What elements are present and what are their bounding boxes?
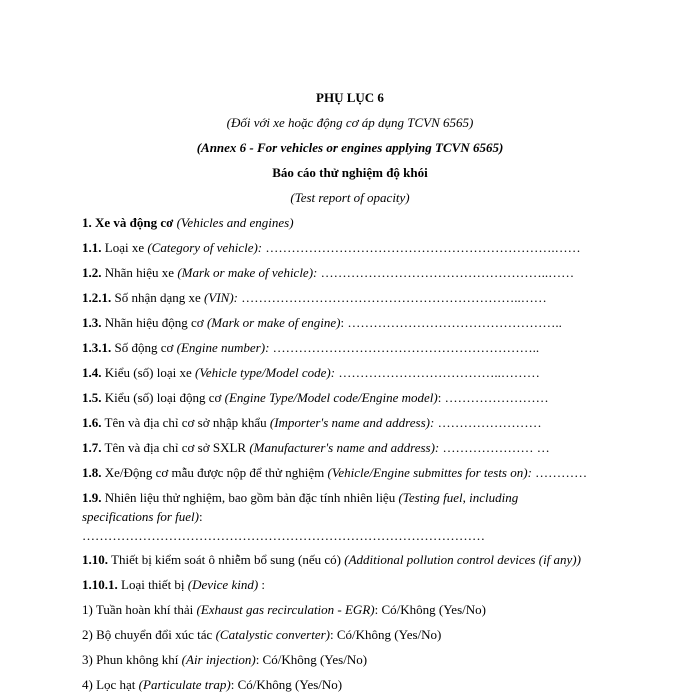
field-importer [82,415,542,431]
fill-in-blank[interactable]: ………………………………..……… [338,365,540,380]
item-text: Nhiên liệu thử nghiệm, bao gồm bản đặc tính nhiên liệu [104,490,396,505]
device-egr [82,602,486,618]
field-submitted-vehicle [82,465,587,481]
device-en: (Catalystic converter) [215,627,331,642]
device-air-injection [82,652,367,668]
item-text: Loại thiết bị [121,577,185,592]
annex-title: PHỤ LỤC 6 [316,90,384,105]
item-en: (Engine number): [176,340,270,355]
item-number: 1.3.1. [82,340,112,355]
item-text: Kiểu (số) loại xe [104,365,192,380]
item-number: 1.8. [82,465,102,480]
item-en: (Testing fuel, including [398,490,519,505]
item-en: (Manufacturer's name and address): [249,440,440,455]
item-text: Số nhận dạng xe [114,290,201,305]
fill-in-blank[interactable]: …………………………………………………….. [272,340,540,355]
device-label: 1) Tuần hoàn khí thải [82,602,194,617]
fill-in-blank[interactable]: …………………… [437,415,542,430]
fill-in-blank[interactable]: : …………………… [437,390,549,405]
yes-no-option[interactable]: : Có/Không (Yes/No) [255,652,368,667]
device-label: 2) Bộ chuyển đổi xúc tác [82,627,213,642]
item-en: (Additional pollution control devices (if any)) [344,552,581,567]
field-testing-fuel-cont: specifications for fuel): [82,509,203,524]
item-text: Xe và động cơ [95,215,174,230]
device-en: (Particulate trap) [138,677,231,692]
fill-in-blank[interactable]: ………………………………………………………………………………… [82,528,485,543]
device-label: 3) Phun không khí [82,652,179,667]
device-label: 4) Lọc hạt [82,677,136,692]
fill-in-blank[interactable]: : ………………………………………….. [340,315,562,330]
item-text: Số động cơ [114,340,174,355]
field-category-of-vehicle [82,240,581,256]
fill-in-blank[interactable]: ……………………………………………..…… [320,265,575,280]
item-text: Kiểu (số) loại động cơ [104,390,222,405]
item-text: Tên và địa chỉ cơ sở SXLR [104,440,247,455]
item-number: 1.5. [82,390,102,405]
field-additional-devices [82,552,581,568]
item-en: (Category of vehicle): [147,240,263,255]
item-en: (VIN): [204,290,238,305]
field-engine-type [82,390,549,406]
annex-subtitle-vi: (Đối với xe hoặc động cơ áp dụng TCVN 6565) [226,115,474,130]
item-en: (Mark or make of engine) [206,315,341,330]
item-number: 1.10. [82,552,108,567]
item-number: 1.2. [82,265,102,280]
report-title-en: (Test report of opacity) [290,190,410,205]
fill-in-blank[interactable]: ………………………………………………………..…… [241,290,547,305]
report-title: Báo cáo thử nghiệm độ khói [272,165,428,180]
item-en: (Vehicles and engines) [176,215,294,230]
fill-in-blank[interactable]: ………………… … [442,440,550,455]
item-number: 1.4. [82,365,102,380]
item-number: 1.2.1. [82,290,112,305]
item-number: 1.6. [82,415,102,430]
field-mark-of-engine [82,315,562,331]
field-vin [82,290,547,306]
item-text: Thiết bị kiểm soát ô nhiễm bổ sung (nếu có) [111,552,341,567]
item-en: specifications for fuel) [82,509,199,524]
item-en: (Vehicle/Engine submittes for tests on): [327,465,532,480]
item-text: Nhãn hiệu động cơ [104,315,204,330]
device-particulate-trap [82,677,342,693]
field-testing-fuel [82,490,518,506]
item-number: 1.1. [82,240,102,255]
device-en: (Air injection) [181,652,256,667]
field-manufacturer [82,440,550,456]
item-text: Nhãn hiệu xe [104,265,175,280]
item-text: Loại xe [104,240,145,255]
item-text: Tên và địa chỉ cơ sở nhập khẩu [104,415,267,430]
item-en: (Importer's name and address): [269,415,435,430]
field-device-kind: 1.10.1. Loại thiết bị (Device kind) : [82,577,266,592]
fill-in-blank[interactable]: ………………………………………………………….…… [265,240,581,255]
item-en: (Mark or make of vehicle): [177,265,318,280]
item-en: (Vehicle type/Model code): [195,365,336,380]
device-en: (Exhaust gas recirculation - EGR) [196,602,375,617]
item-number: 1. [82,215,92,230]
yes-no-option[interactable]: : Có/Không (Yes/No) [330,627,442,642]
item-en: (Engine Type/Model code/Engine model) [224,390,438,405]
item-text: Xe/Động cơ mẫu được nộp để thử nghiệm [104,465,325,480]
item-number: 1.7. [82,440,102,455]
field-mark-of-vehicle [82,265,574,281]
item-number: 1.9. [82,490,102,505]
item-en: (Device kind) [187,577,259,592]
section-1-heading [82,215,294,231]
yes-no-option[interactable]: : Có/Không (Yes/No) [374,602,486,617]
device-catalytic [82,627,441,643]
annex-subtitle-en: (Annex 6 - For vehicles or engines applying TCVN 6565) [196,140,504,155]
fill-in-blank[interactable]: ………… [535,465,588,480]
item-number: 1.3. [82,315,102,330]
field-engine-number [82,340,539,356]
field-vehicle-type [82,365,540,381]
item-number: 1.10.1. [82,577,118,592]
yes-no-option[interactable]: : Có/Không (Yes/No) [230,677,343,692]
